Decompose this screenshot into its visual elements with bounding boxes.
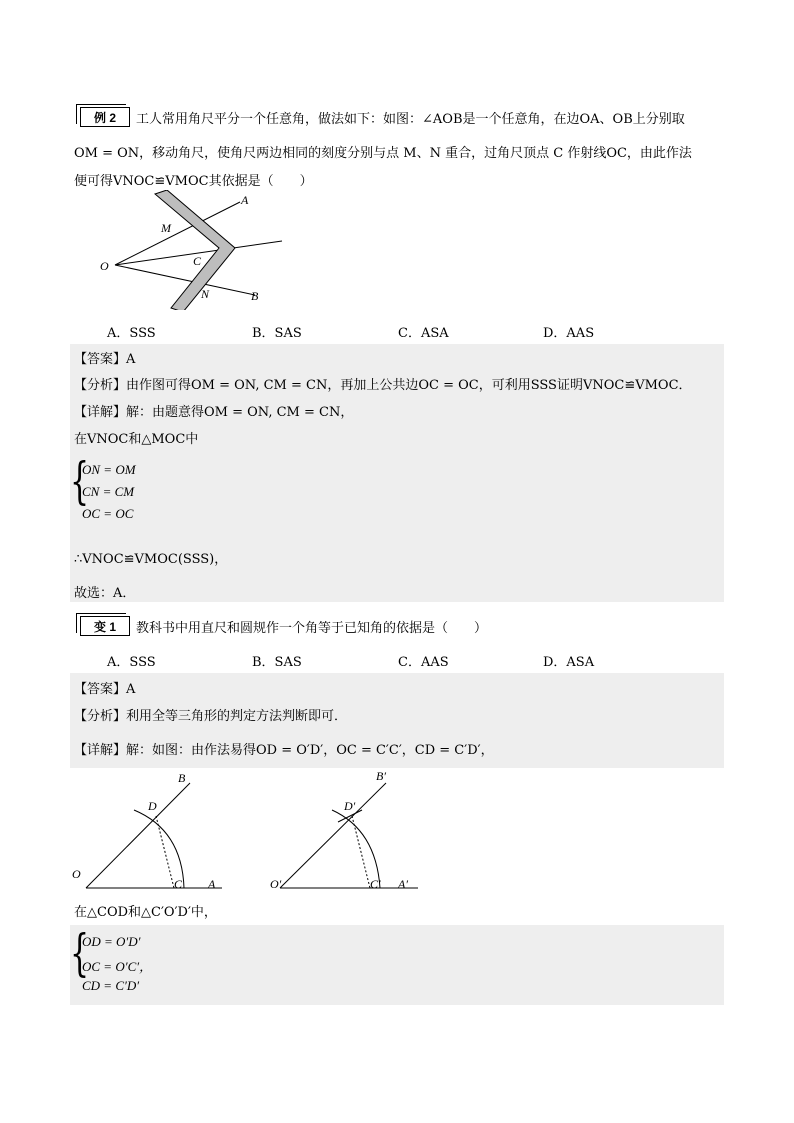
fig-label-D-prime: D′ xyxy=(344,799,356,813)
option-a: A．SSS xyxy=(107,326,156,341)
fig-label-C: C xyxy=(174,877,183,891)
fig-label-A-prime: A′ xyxy=(398,877,408,891)
variation-triangle-line: 在△COD和△C′O′D′中， xyxy=(74,905,217,920)
fig-label-C-prime: C′ xyxy=(370,877,381,891)
fig-label-B: B xyxy=(178,771,186,785)
detail-line: 【详解】解：由题意得OM = ON, CM = CN， xyxy=(74,405,354,420)
label-B: B xyxy=(251,289,259,303)
variation-solution-panel-bottom xyxy=(70,925,724,1005)
variation-badge: 变 1 xyxy=(80,616,130,636)
question-line-3: 便可得VNOC≌VMOC其依据是（ ） xyxy=(74,174,313,189)
variation-answer: 【答案】A xyxy=(74,682,136,697)
option-d: D．AAS xyxy=(543,326,595,341)
option-c: C．ASA xyxy=(398,326,449,341)
question-line-1: 工人常用角尺平分一个任意角，做法如下：如图：∠AOB是一个任意角，在边OA、OB上分别取 xyxy=(136,112,685,127)
equation-3: OC = OC xyxy=(82,506,134,521)
variation-option-c: C．AAS xyxy=(398,655,449,670)
variation-option-a: A．SSS xyxy=(107,655,156,670)
triangle-line: 在VNOC和△MOC中 xyxy=(74,432,199,447)
therefore-line: ∴VNOC≌VMOC(SSS)， xyxy=(74,552,228,567)
label-C: C xyxy=(193,254,202,268)
left-brace: { xyxy=(70,452,90,510)
question-line-2: OM = ON，移动角尺，使角尺两边相同的刻度分别与点 M、N 重合，过角尺顶点 C 作射线OC，由此作法 xyxy=(74,146,692,161)
fig-label-O: O xyxy=(72,867,81,881)
equation-2: CN = CM xyxy=(82,484,135,499)
variation-equation-2: OC = O′C′， xyxy=(82,959,153,974)
variation-analysis: 【分析】利用全等三角形的判定方法判断即可． xyxy=(74,709,348,724)
label-A: A xyxy=(241,193,249,207)
label-O: O xyxy=(100,259,109,273)
fig-label-B-prime: B′ xyxy=(376,769,386,783)
answer-line: 【答案】A xyxy=(74,352,136,367)
fig-label-O-prime: O′ xyxy=(270,877,282,891)
variation-equation-3: CD = C′D′ xyxy=(82,978,140,993)
variation-option-d: D．ASA xyxy=(543,655,595,670)
variation-detail: 【详解】解：如图：由作法易得OD = O′D′，OC = C′C′，CD = C′D′， xyxy=(74,743,494,758)
compass-construction-figure xyxy=(70,768,422,892)
analysis-line: 【分析】由作图可得OM = ON, CM = CN，再加上公共边OC = OC，可利用SSS证明VNOC≌VMOC． xyxy=(74,378,692,393)
label-N: N xyxy=(201,287,210,301)
equation-1: ON = OM xyxy=(82,462,136,477)
variation-question: 教科书中用直尺和圆规作一个角等于已知角的依据是（ ） xyxy=(136,621,488,636)
fig-label-A: A xyxy=(208,877,216,891)
option-b: B．SAS xyxy=(252,326,302,341)
choose-line: 故选：A． xyxy=(74,586,136,601)
variation-option-b: B．SAS xyxy=(252,655,302,670)
label-M: M xyxy=(161,221,171,235)
angle-ruler-figure xyxy=(95,190,295,310)
example-badge: 例 2 xyxy=(80,107,130,127)
fig-label-D: D xyxy=(148,799,157,813)
variation-left-brace: { xyxy=(70,924,90,982)
variation-equation-1: OD = O′D′ xyxy=(82,934,141,949)
